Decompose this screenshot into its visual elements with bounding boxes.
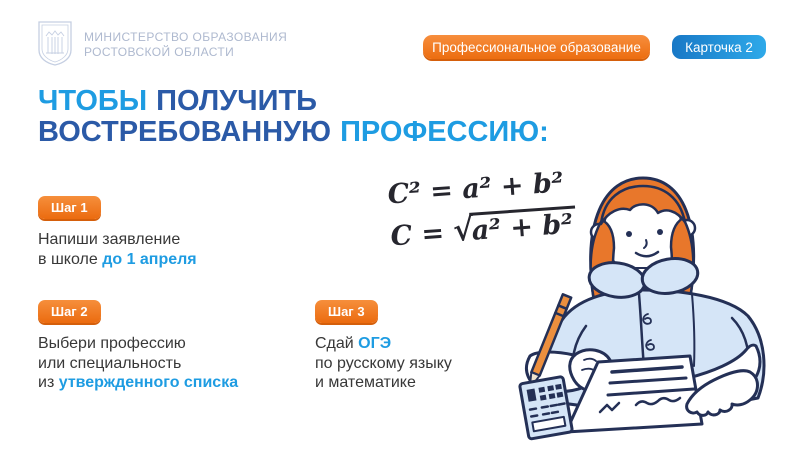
ministry-name-line1: МИНИСТЕРСТВО ОБРАЗОВАНИЯ xyxy=(84,30,288,44)
girl-writing-illustration xyxy=(500,168,800,450)
rostov-region-coat-of-arms-icon xyxy=(36,20,74,66)
calculator-icon xyxy=(519,376,572,439)
page-title-line2: ВОСТРЕБОВАННУЮ ПРОФЕССИЮ: xyxy=(38,116,549,148)
step-1 xyxy=(38,196,197,269)
radical-sign: √ xyxy=(452,211,475,249)
step-1-text: Напиши заявление в школе до 1 апреля xyxy=(38,231,197,268)
page-title-line1: ЧТОБЫ ПОЛУЧИТЬ xyxy=(38,85,318,117)
step-3-badge: Шаг 3 xyxy=(315,300,378,323)
program-badge: Профессиональное образование xyxy=(423,35,650,59)
step-1-badge: Шаг 1 xyxy=(38,196,101,219)
formula-line-1: C² = a² + b² xyxy=(386,167,565,211)
ministry-name-line2: РОСТОВСКОЙ ОБЛАСТИ xyxy=(84,44,235,59)
card-number-badge: Карточка 2 xyxy=(672,35,766,59)
step-2-badge: Шаг 2 xyxy=(38,300,101,323)
ministry-name xyxy=(84,30,287,59)
step-3-text: Сдай ОГЭ по русскому языку и математике xyxy=(315,335,452,391)
step-2-text: Выбери профессию или специальность из утвержденного списка xyxy=(38,335,239,391)
formula-line-2: C = √a² + b² xyxy=(389,206,577,253)
approved-list-highlight: утвержденного списка xyxy=(58,374,239,391)
deadline-highlight: до 1 апреля xyxy=(102,250,197,268)
step-3 xyxy=(315,300,452,393)
page-title xyxy=(38,86,549,148)
eye xyxy=(626,231,632,237)
oge-highlight: ОГЭ xyxy=(358,335,392,352)
eye xyxy=(657,229,663,235)
step-2 xyxy=(38,300,238,393)
